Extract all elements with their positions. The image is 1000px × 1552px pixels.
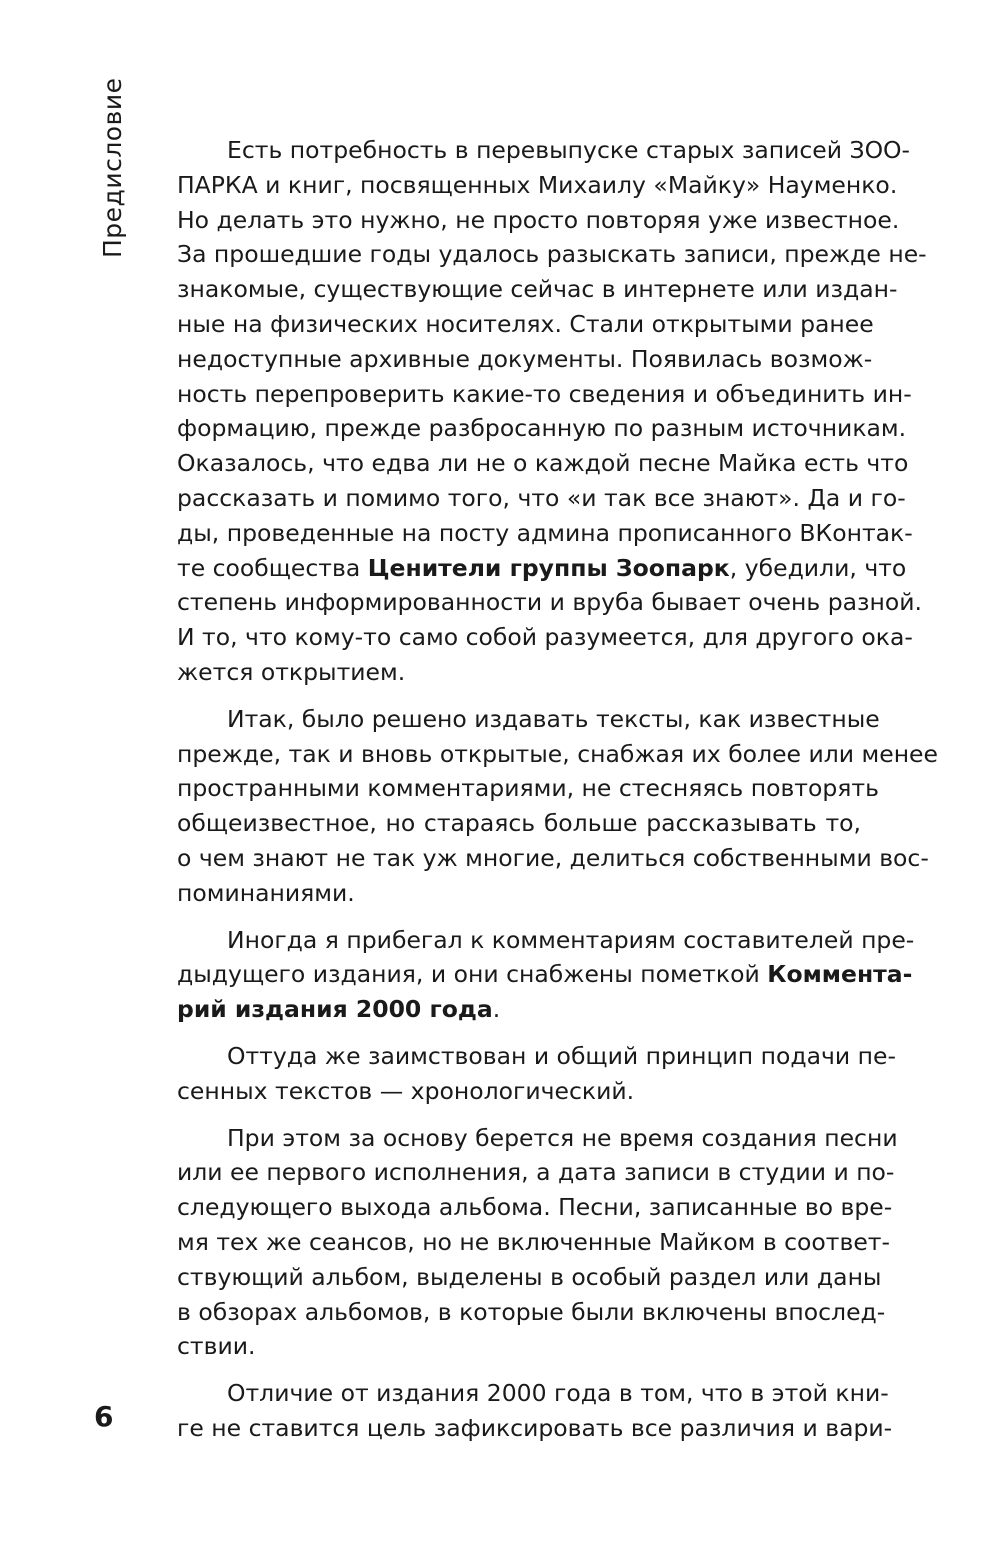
text-line: Иногда я прибегал к комментариям составителей пре- bbox=[227, 925, 915, 954]
body-text bbox=[177, 133, 938, 1458]
text-line: следующего выхода альбома. Песни, записанные во вре- bbox=[177, 1193, 893, 1222]
community-name: Ценители группы Зоопарк bbox=[367, 553, 730, 582]
text-line: ге не ставится цель зафиксировать все различия и вари- bbox=[177, 1413, 893, 1442]
text-line: или ее первого исполнения, а дата записи в студии и по- bbox=[177, 1158, 895, 1187]
text-line: поминаниями. bbox=[177, 878, 355, 907]
text-line: Итак, было решено издавать тексты, как известные bbox=[227, 704, 880, 733]
comment-marker: рий издания 2000 года bbox=[177, 995, 493, 1024]
text-line: Отличие от издания 2000 года в том, что в этой кни- bbox=[227, 1379, 889, 1408]
text-line: недоступные архивные документы. Появилась возмож- bbox=[177, 344, 873, 373]
paragraph-3 bbox=[177, 923, 915, 1027]
paragraph-4 bbox=[177, 1039, 896, 1109]
text-line: о чем знают не так уж многие, делиться собственными вос- bbox=[177, 843, 929, 872]
text-line: ды, проведенные на посту админа прописанного ВКонтак- bbox=[177, 518, 913, 547]
text-line: Есть потребность в перевыпуске старых записей ЗОО- bbox=[227, 136, 911, 164]
paragraph-2 bbox=[177, 702, 938, 911]
text-line: ные на физических носителях. Стали открытыми ранее bbox=[177, 309, 874, 338]
running-head: Предисловие bbox=[98, 77, 127, 258]
text-line: формацию, прежде разбросанную по разным источникам. bbox=[177, 414, 907, 443]
text-line bbox=[177, 992, 861, 1027]
text-run: те сообщества bbox=[177, 553, 368, 582]
paragraph-6 bbox=[177, 1376, 893, 1446]
text-line: общеизвестное, но стараясь больше рассказывать то, bbox=[177, 809, 861, 838]
text-run: дыдущего издания, и они снабжены пометкой bbox=[177, 960, 768, 989]
text-line bbox=[177, 551, 907, 586]
text-line: За прошедшие годы удалось разыскать записи, прежде не- bbox=[177, 240, 927, 269]
text-line: ствии. bbox=[177, 1332, 256, 1361]
text-line bbox=[177, 957, 913, 992]
paragraph-5 bbox=[177, 1121, 898, 1365]
text-line: сенных текстов — хронологический. bbox=[177, 1076, 635, 1105]
text-line: мя тех же сеансов, но не включенные Майком в соответ- bbox=[177, 1227, 890, 1256]
text-line: Оттуда же заимствован и общий принцип подачи пе- bbox=[227, 1041, 896, 1070]
text-line: жется открытием. bbox=[177, 657, 406, 686]
text-line: Но делать это нужно, не просто повторяя уже известное. bbox=[177, 205, 900, 234]
text-line: ствующий альбом, выделены в особый раздел или даны bbox=[177, 1262, 882, 1291]
text-line: ность перепроверить какие-то сведения и объединить ин- bbox=[177, 379, 912, 408]
text-line: пространными комментариями, не стесняясь повторять bbox=[177, 774, 879, 803]
text-run: . bbox=[492, 995, 501, 1024]
comment-marker: Коммента- bbox=[767, 960, 913, 989]
text-line: прежде, так и вновь открытые, снабжая их более или менее bbox=[177, 739, 938, 768]
text-line: в обзорах альбомов, в которые были включены впослед- bbox=[177, 1297, 886, 1326]
text-line: степень информированности и вруба бывает очень разной. bbox=[177, 588, 923, 617]
text-line: Оказалось, что едва ли не о каждой песне Майка есть что bbox=[177, 449, 909, 478]
text-line: При этом за основу берется не время создания песни bbox=[227, 1123, 898, 1152]
text-line: ПАРКА и книг, посвященных Михаилу «Майку» Науменко. bbox=[177, 170, 898, 199]
text-line: И то, что кому-то само собой разумеется, для другого ока- bbox=[177, 623, 913, 652]
text-run: , убедили, что bbox=[729, 553, 907, 582]
text-line: рассказать и помимо того, что «и так все знают». Да и го- bbox=[177, 483, 906, 512]
paragraph-1 bbox=[177, 133, 927, 690]
page-number: 6 bbox=[94, 1400, 114, 1433]
text-line: знакомые, существующие сейчас в интернете или издан- bbox=[177, 275, 898, 304]
